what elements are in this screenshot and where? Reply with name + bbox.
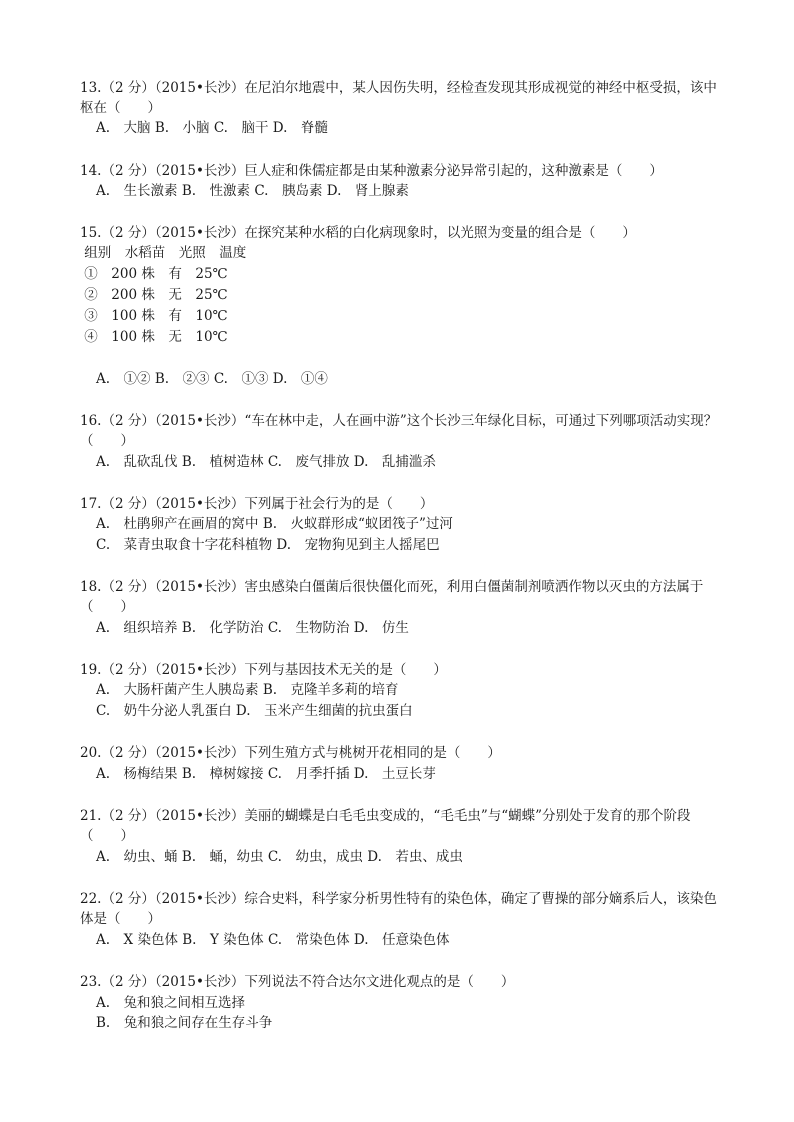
question-16-options: A. 乱砍乱伐 B. 植树造林 C. 废气排放 D. 乱捕滥杀 [96,454,436,470]
question-23-stem-line-1: 23.（2 分）（2015•长沙）下列说法不符合达尔文进化观点的是（ ） [80,974,515,990]
question-15-table-row-1: ① 200 株 有 25℃ [80,266,228,282]
question-13-stem-line-1: 13.（2 分）（2015•长沙）在尼泊尔地震中，某人因伤失明，经检查发现其形成视觉的神经中枢受损，该中 [80,80,717,96]
question-13-stem-line-2: 枢在（ ） [80,100,161,116]
question-19-options-line-1: A. 大肠杆菌产生人胰岛素 B. 克隆羊多莉的培育 [96,682,399,698]
question-17-stem-line-1: 17.（2 分）（2015•长沙）下列属于社会行为的是（ ） [80,496,434,512]
question-16-stem-line-1: 16.（2 分）（2015•长沙）“车在林中走，人在画中游”这个长沙三年绿化目标，可通过下列哪项活动实现？ [80,413,718,429]
question-15-table-row-2: ② 200 株 无 25℃ [80,287,228,303]
question-15-options: A. ①② B. ②③ C. ①③ D. ①④ [96,371,328,387]
question-18-options: A. 组织培养 B. 化学防治 C. 生物防治 D. 仿生 [96,620,409,636]
question-21-stem-line-1: 21.（2 分）（2015•长沙）美丽的蝴蝶是白毛毛虫变成的，“毛毛虫”与“蝴蝶”分别处于发育的那个阶段 [80,808,691,824]
question-18-stem-line-2: （ ） [80,599,134,615]
question-19-stem-line-1: 19.（2 分）（2015•长沙）下列与基因技术无关的是（ ） [80,662,447,678]
question-16-stem-line-2: （ ） [80,433,134,449]
question-20-stem-line-1: 20.（2 分）（2015•长沙）下列生殖方式与桃树开花相同的是（ ） [80,745,501,761]
question-15-table-row-3: ③ 100 株 有 10℃ [80,308,228,324]
question-17-options-line-2: C. 菜青虫取食十字花科植物 D. 宠物狗见到主人摇尾巴 [96,537,440,553]
question-15-table-row-4: ④ 100 株 无 10℃ [80,329,228,345]
question-22-stem-line-1: 22.（2 分）（2015•长沙）综合史料，科学家分析男性特有的染色体，确定了曹操的部分嫡系后人，该染色 [80,891,717,907]
question-23-option-b: B. 兔和狼之间存在生存斗争 [96,1015,273,1031]
question-23-option-a: A. 兔和狼之间相互选择 [96,995,246,1011]
question-18-stem-line-1: 18.（2 分）（2015•长沙）害虫感染白僵菌后很快僵化而死，利用白僵菌制剂喷洒作物以灭虫的方法属于 [80,579,704,595]
question-15-table-header: 组别 水稻苗 光照 温度 [80,245,247,261]
question-22-stem-line-2: 体是（ ） [80,911,161,927]
question-14-stem-line-1: 14.（2 分）（2015•长沙）巨人症和侏儒症都是由某种激素分泌异常引起的，这种激素是（ ） [80,163,663,179]
question-22-options: A. X 染色体 B. Y 染色体 C. 常染色体 D. 任意染色体 [96,932,450,948]
question-20-options: A. 杨梅结果 B. 樟树嫁接 C. 月季扦插 D. 土豆长芽 [96,766,436,782]
question-15-stem-line-1: 15.（2 分）（2015•长沙）在探究某种水稻的白化病现象时，以光照为变量的组合是（ ） [80,225,636,241]
question-21-options: A. 幼虫、蛹 B. 蛹，幼虫 C. 幼虫，成虫 D. 若虫、成虫 [96,849,463,865]
question-17-options-line-1: A. 杜鹃卵产在画眉的窝中 B. 火蚁群形成“蚁团筏子”过河 [96,516,453,532]
question-13-options: A. 大脑 B. 小脑 C. 脑干 D. 脊髓 [96,120,328,136]
question-14-options: A. 生长激素 B. 性激素 C. 胰岛素 D. 肾上腺素 [96,183,409,199]
question-19-options-line-2: C. 奶牛分泌人乳蛋白 D. 玉米产生细菌的抗虫蛋白 [96,703,413,719]
question-21-stem-line-2: （ ） [80,828,134,844]
